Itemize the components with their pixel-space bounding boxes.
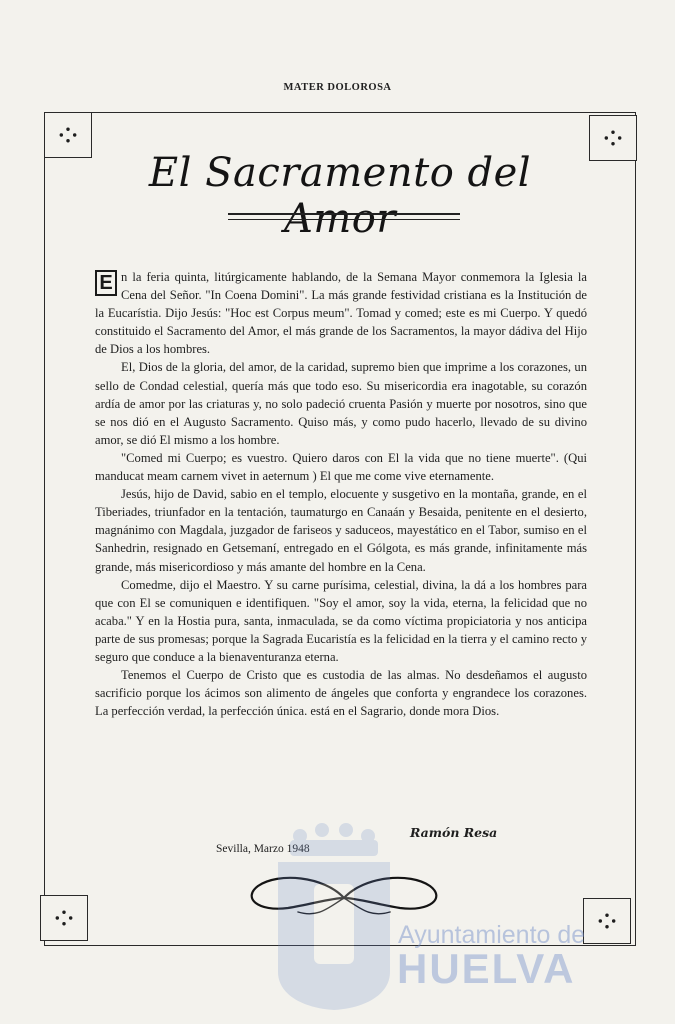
paragraph-4: Jesús, hijo de David, sabio en el templo, elocuente y susgetivo en la montaña, grande, en el Tiberiades, triunfador en la tentación, taumaturgo en Canaán y Besaida, penitente en el desierto, magnánimo con Magdala, juzgador de fariseos y saduceos, mayestático en el Tabor, sumiso en el Sanhedrin, resignado en Getsemaní, entregado en el Gólgota, es más grande, infinitamente más grande, más misericordioso y más amante del hombre en la Cena.: [95, 487, 587, 574]
title-rule: [228, 213, 460, 220]
corner-ornament-top-left: [44, 112, 92, 158]
watermark-line-1: Ayuntamiento de: [398, 921, 586, 949]
paragraph-1-text: n la feria quinta, litúrgicamente hablando, de la Semana Mayor conmemora la Iglesia la Cena del Señor. "In Coena Domini". La más grande festividad cristiana es la Institución de la Eucarístia. Dijo Jesús: "Hoc est Corpus meum". Tomad y comed; este es mi Cuerpo. Y quedó constituido el Sacramento del Amor, el más grande de los Sacramentos, la mayor dádiva del Hijo de Dios a los hombres.: [95, 270, 587, 357]
paragraph-2: El, Dios de la gloria, del amor, de la caridad, supremo bien que imprime a los corazones, un sello de Condad celestial, quería más que todo eso. Su misericordia era inagotable, su corazón ardía de amor por las criaturas y, no solo padeció cruenta Pasión y muerte por nosotros, sino que se nos dió en el Augusto Sacramento. Quiso más, y como pudo hacerlo, llevado de su divino amor, se dió El mismo a los hombre.: [95, 360, 587, 447]
paragraph-1: [95, 268, 587, 358]
running-head: MATER DOLOROSA: [283, 82, 392, 93]
place-date: Sevilla, Marzo 1948: [216, 843, 310, 855]
paragraph-5: Comedme, dijo el Maestro. Y su carne purísima, celestial, divina, la dá a los hombres para que con El se comuniquen e identifiquen. "Soy el amor, soy la vida, eterna, la felicidad que no acaba." Y en la Hostia pura, santa, inmaculada, se da como víctima propiciatoria y nos anticipa parte de sus promesas; porque la Sagrada Eucaristía es la felicidad en la tierra y el camino recto y seguro que conduce a la bienaventuranza eterna.: [95, 577, 587, 664]
corner-ornament-bottom-left: [40, 895, 88, 941]
author-signature: Ramón Resa: [410, 825, 498, 840]
drop-cap: E: [95, 270, 117, 296]
watermark-line-2: HUELVA: [397, 945, 576, 992]
article-title: El Sacramento del Amor: [148, 150, 532, 242]
paragraph-6: Tenemos el Cuerpo de Cristo que es custodia de las almas. No desdeñamos el augusto sacrificio porque los ácimos son alimento de ángeles que conforta y engrandece los corazones. La perfección verdad, la perfección única. está en el Sagrario, donde mora Dios.: [95, 668, 587, 719]
article-body: [95, 268, 587, 720]
corner-ornament-bottom-right: [583, 898, 631, 944]
watermark-seal-icon: [270, 822, 398, 1012]
paragraph-3: "Comed mi Cuerpo; es vuestro. Quiero daros con El la vida que no tiene muerte". (Qui manducat meam carnem vivet in aeternum ) El que me come vive eternamente.: [95, 450, 587, 484]
corner-ornament-top-right: [589, 115, 637, 161]
